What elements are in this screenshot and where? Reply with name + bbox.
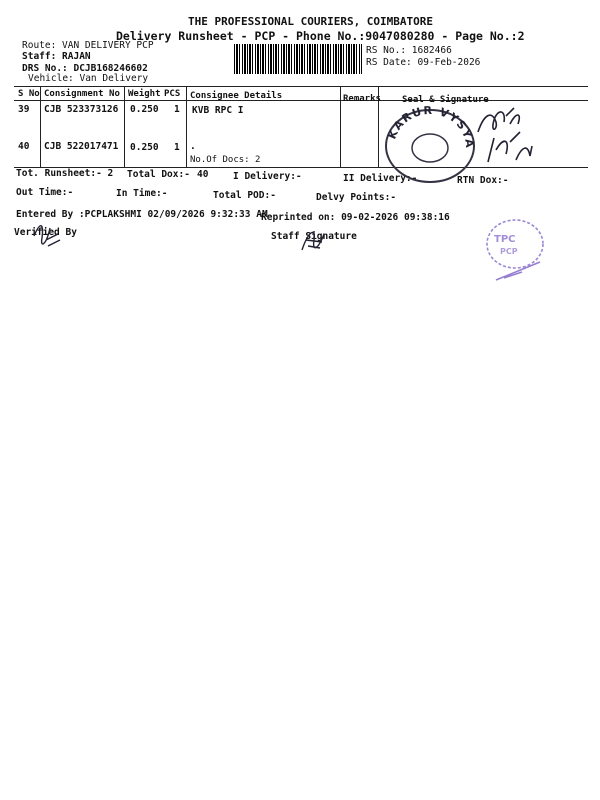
route-label: Route: VAN DELIVERY PCP [22, 40, 154, 51]
table-row-pcs: 1 [174, 104, 180, 115]
staff-signature-label: Staff Signature [271, 231, 357, 242]
out-time: Out Time:- [16, 187, 74, 198]
reprinted-on: Reprinted on: 09-02-2026 09:38:16 [261, 212, 450, 223]
table-row-consignee: . [190, 141, 196, 152]
delvy-points: Delvy Points:- [316, 192, 397, 203]
col-header-seal: Seal & Signature [402, 95, 489, 105]
table-row-consignment: CJB 522017471 [44, 141, 119, 152]
stamp-text: KARUR VYSYA [385, 103, 477, 150]
rtn-dox: RTN Dox:- [457, 175, 509, 186]
vehicle-label: Vehicle: Van Delivery [28, 73, 149, 84]
table-row-consignee: KVB RPC I [192, 105, 244, 116]
table-row-weight: 0.250 [130, 104, 159, 115]
seal-stamp [378, 96, 482, 188]
table-row-sno: 39 [18, 104, 30, 115]
total-dox-value: 40 [197, 169, 209, 180]
col-divider [40, 86, 41, 167]
total-pod: Total POD:- [213, 190, 276, 201]
verified-signature [30, 218, 64, 252]
col-header-consignee: Consignee Details [190, 91, 283, 101]
verified-by: Verified By [14, 227, 77, 238]
barcode [234, 44, 362, 74]
col-header-pcs: PCS [164, 89, 181, 99]
col-header-consignment: Consignment No [44, 89, 120, 99]
col-header-weight: Weight [128, 89, 161, 99]
staff-label: Staff: RAJAN [22, 51, 91, 62]
col-divider [340, 86, 341, 167]
entered-by: Entered By :PCPLAKSHMI 02/09/2026 9:32:33 AM [16, 209, 268, 220]
total-dox-label: Total Dox:- [127, 169, 190, 180]
handwritten-signature [470, 102, 550, 172]
svg-text:PCP: PCP [500, 247, 518, 256]
col-header-remarks: Remarks [343, 94, 381, 104]
table-row-sno: 40 [18, 141, 30, 152]
svg-text:TPC: TPC [494, 234, 516, 245]
rs-number: RS No.: 1682466 [366, 45, 452, 56]
in-time: In Time:- [116, 188, 168, 199]
ii-delivery: II Delivery:- [343, 173, 418, 184]
staff-signature [296, 222, 330, 256]
col-header-sno: S No [18, 89, 40, 99]
col-divider [186, 86, 187, 167]
table-header-border [14, 100, 588, 101]
table-row-consignment: CJB 523373126 [44, 104, 119, 115]
table-row-pcs: 1 [174, 142, 180, 153]
table-row-weight: 0.250 [130, 142, 159, 153]
drs-number: DRS No.: DCJB168246602 [22, 63, 148, 74]
purple-stamp [482, 214, 552, 284]
tot-runsheet: Tot. Runsheet:- 2 [16, 168, 114, 179]
rs-date: RS Date: 09-Feb-2026 [366, 57, 481, 68]
company-name: THE PROFESSIONAL COURIERS, COIMBATORE [188, 15, 434, 28]
no-of-docs: No.Of Docs: 2 [190, 155, 261, 165]
table-top-border [14, 86, 588, 87]
i-delivery: I Delivery:- [233, 171, 302, 182]
col-divider [124, 86, 125, 167]
page-title: Delivery Runsheet - PCP - Phone No.:9047080280 - Page No.:2 [116, 29, 525, 43]
